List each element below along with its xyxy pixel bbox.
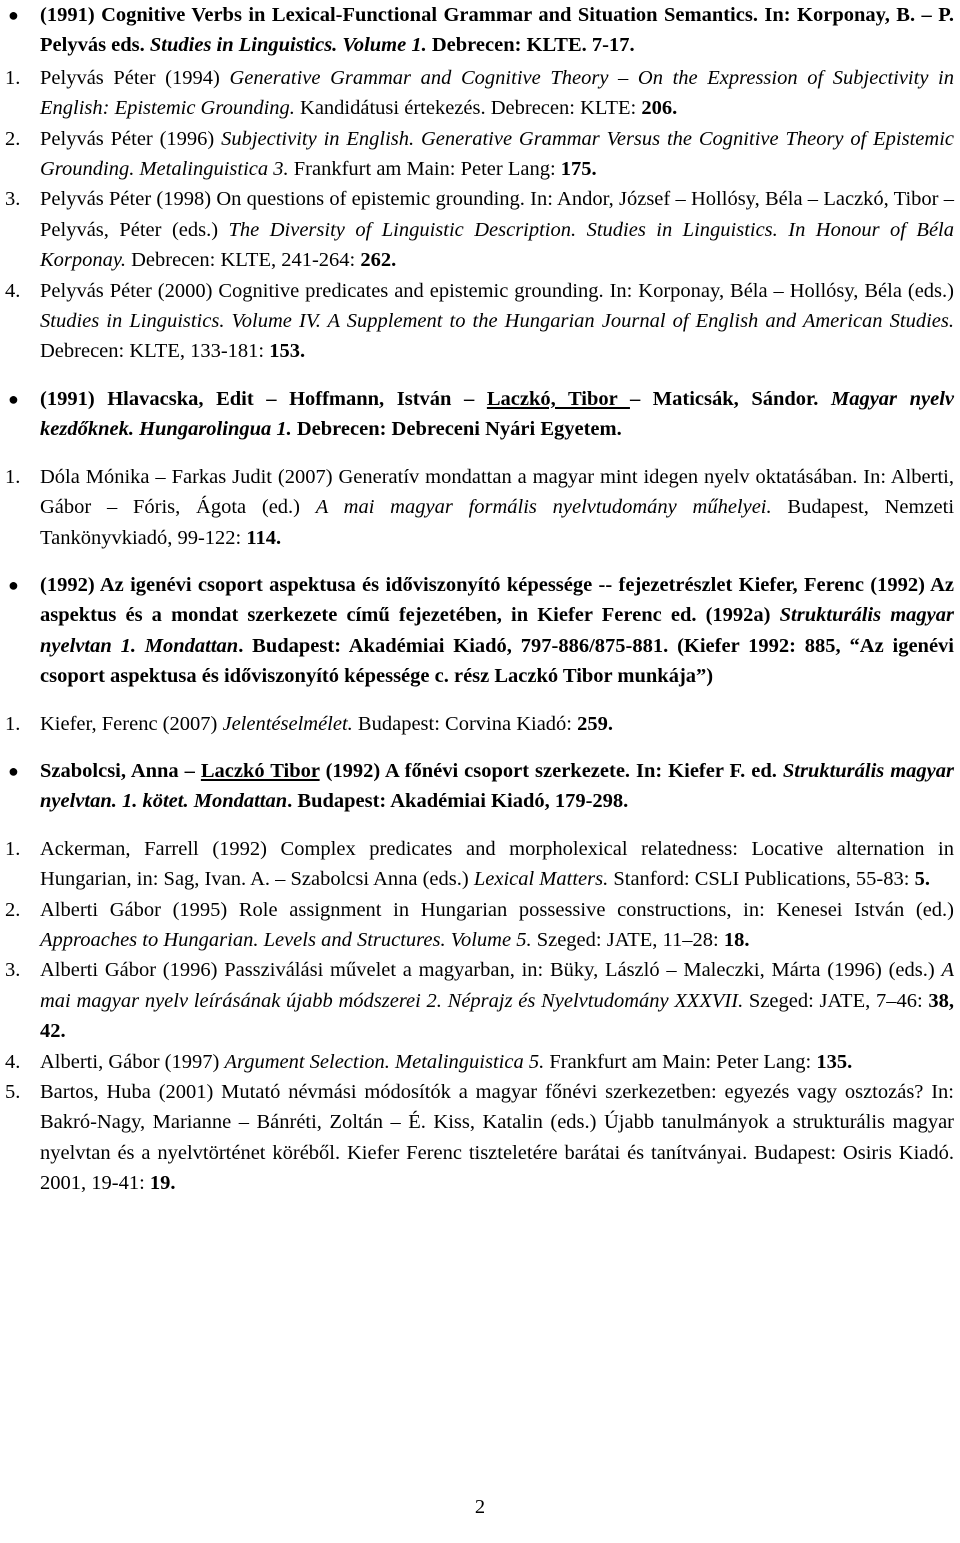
- heading-text: (1991) Cognitive Verbs in Lexical-Functional Grammar and Situation Semantics. In: Korponay, B. – P. Pelyvás eds.: [40, 4, 954, 57]
- citation-text: Budapest: Corvina Kiadó:: [352, 712, 578, 735]
- heading-text: Debrecen: KLTE. 7-17.: [426, 34, 635, 57]
- citation-text: Debrecen: KLTE, 133-181:: [40, 340, 270, 363]
- bullet-icon: ●: [8, 760, 19, 781]
- author-highlight: Laczkó, Tibor: [486, 387, 630, 410]
- citation-number: 3.: [5, 188, 21, 211]
- citation-list: [0, 834, 960, 1199]
- heading-text: (1992) A főnévi csoport szerkezete. In: Kiefer F. ed.: [319, 759, 783, 782]
- citation-title: The Diversity of Linguistic Description. Studies in Linguistics. In Honour of Béla Korponay.: [40, 218, 955, 272]
- citation-number: 4.: [5, 279, 21, 302]
- publication-entry: [0, 384, 960, 553]
- page-number: 2: [474, 1496, 486, 1518]
- heading-text: Debrecen: Debreceni Nyári Egyetem.: [291, 418, 622, 441]
- heading-text-italic: Studies in Linguistics. Volume 1.: [149, 34, 427, 57]
- citation-page: 135.: [816, 1050, 853, 1073]
- citation-text: Frankfurt am Main: Peter Lang:: [288, 158, 561, 181]
- citation-item: [0, 834, 960, 895]
- citation-text: Szeged: JATE, 11–28:: [531, 928, 724, 951]
- citation-item: [0, 124, 960, 185]
- citation-text: Alberti, Gábor (1997): [40, 1050, 225, 1073]
- citation-item: [0, 709, 960, 739]
- bullet-icon: ●: [8, 5, 19, 25]
- heading-text-italic: Strukturális magyar nyelvtan 1. Mondattan: [40, 604, 954, 657]
- citation-text: Kiefer, Ferenc (2007): [40, 712, 223, 735]
- citation-text: Kandidátusi értekezés. Debrecen: KLTE:: [294, 97, 642, 120]
- citation-item: [0, 276, 960, 367]
- citation-text: Ackerman, Farrell (1992) Complex predicates and morpholexical relatedness: Locative alternation in Hungarian, in: Sag, Ivan. A. – Szabolcsi Anna (eds.): [40, 837, 954, 891]
- citation-page: 262.: [360, 249, 397, 272]
- citation-text: Pelyvás Péter (1994): [40, 66, 230, 89]
- bullet-icon: ●: [8, 388, 19, 409]
- publication-heading: [0, 756, 960, 817]
- citation-number: 1.: [5, 837, 21, 860]
- citation-number: 2.: [5, 898, 21, 921]
- heading-text-italic: Strukturális magyar nyelvtan. 1. kötet. Mondattan: [40, 759, 954, 813]
- citation-title: Jelentéselmélet.: [222, 712, 353, 735]
- citation-text: Pelyvás Péter (2000) Cognitive predicates and epistemic grounding. In: Korponay, Béla – Hollósy, Béla (eds.): [40, 279, 954, 302]
- citation-number: 1.: [5, 66, 21, 89]
- citation-item: [0, 63, 960, 124]
- citation-page: 38, 42.: [40, 989, 954, 1043]
- citation-number: 4.: [5, 1050, 21, 1073]
- citation-text: Szeged: JATE, 7–46:: [743, 989, 929, 1012]
- citation-title: Generative Grammar and Cognitive Theory – On the Expression of Subjectivity in English: Epistemic Grounding.: [40, 66, 954, 120]
- citation-number: 1.: [5, 465, 21, 488]
- publication-entry: [0, 756, 960, 1199]
- citation-number: 1.: [5, 712, 21, 735]
- publication-heading: [0, 0, 960, 61]
- heading-text: (1991) Hlavacska, Edit – Hoffmann, István –: [40, 387, 487, 410]
- citation-text: Bartos, Huba (2001) Mutató névmási módosítók a magyar főnévi szerkezetben: egyezés vagy osztozás? In: Bakró-Nagy, Marianne – Bánréti, Zoltán – É. Kiss, Katalin (eds.) Újabb tanulmányok a strukturális magyar nyelvtan és a nyelvtörténet köréből. Kiefer Ferenc tiszteletére barátai és tanítványai. Budapest: Osiris Kiadó. 2001, 19-41:: [40, 1081, 954, 1195]
- citation-page: 153.: [269, 340, 306, 363]
- citation-number: 5.: [5, 1081, 21, 1103]
- citation-page: 114.: [246, 526, 282, 549]
- citation-title: Approaches to Hungarian. Levels and Structures. Volume 5.: [40, 928, 532, 951]
- citation-title: Argument Selection. Metalinguistica 5.: [224, 1050, 545, 1073]
- citation-title: A mai magyar formális nyelvtudomány műhelyei.: [315, 496, 772, 519]
- citation-page: 206.: [641, 97, 678, 120]
- citation-page: 19.: [149, 1172, 176, 1195]
- citation-page: 175.: [560, 158, 597, 181]
- citation-text: Pelyvás Péter (1998) On questions of epistemic grounding. In: Andor, József – Hollósy, Béla – Laczkó, Tibor – Pelyvás, Péter (eds.): [40, 188, 954, 241]
- citation-text: Frankfurt am Main: Peter Lang:: [544, 1050, 817, 1073]
- citation-item: [0, 895, 960, 956]
- citation-title: Subjectivity in English. Generative Grammar Versus the Cognitive Theory of Epistemic Grounding. Metalinguistica 3.: [40, 127, 954, 181]
- citation-number: 3.: [5, 959, 21, 982]
- citation-item: [0, 1077, 960, 1199]
- publication-entry: [0, 570, 960, 739]
- citation-text: Dóla Mónika – Farkas Judit (2007) Generatív mondattan a magyar mint idegen nyelv oktatásában. In: Alberti, Gábor – Fóris, Ágota (ed.): [40, 465, 954, 519]
- citation-list: [0, 63, 960, 367]
- bullet-icon: ●: [8, 574, 19, 595]
- heading-text-italic: Magyar nyelv kezdőknek. Hungarolingua 1.: [40, 387, 955, 441]
- citation-text: Pelyvás Péter (1996): [40, 127, 222, 150]
- heading-text: Szabolcsi, Anna –: [40, 759, 201, 782]
- publication-entry: [0, 0, 960, 367]
- citation-list: [0, 462, 960, 553]
- heading-text: (1992) Az igenévi csoport aspektusa és időviszonyító képessége -- fejezetrészlet Kiefer, Ferenc (1992) Az aspektus és a mondat szerkezete című fejezetében, in Kiefer Ferenc ed. (1992a): [40, 573, 954, 627]
- publication-heading: [0, 384, 960, 445]
- citation-item: [0, 184, 960, 275]
- citation-page: 259.: [577, 712, 614, 735]
- citation-title: Studies in Linguistics. Volume IV. A Supplement to the Hungarian Journal of English and American Studies.: [40, 310, 954, 333]
- citation-text: Alberti Gábor (1996) Passziválási művelet a magyarban, in: Büky, László – Maleczki, Márta (1996) (eds.): [40, 959, 942, 982]
- heading-text: . Budapest: Akadémiai Kiadó, 797-886/875-881. (Kiefer 1992: 885, “Az igenévi csoport aspektusa és időviszonyító képessége c. rész Laczkó Tibor munkája”): [40, 634, 954, 688]
- heading-text: – Maticsák, Sándor.: [629, 387, 831, 410]
- citation-list: [0, 709, 960, 739]
- citation-page: 5.: [914, 868, 930, 891]
- citation-text: Stanford: CSLI Publications, 55-83:: [608, 868, 915, 891]
- citation-title: Lexical Matters.: [473, 868, 609, 891]
- citation-number: 2.: [5, 127, 21, 150]
- citation-page: 18.: [723, 928, 750, 951]
- heading-text: . Budapest: Akadémiai Kiadó, 179-298.: [287, 790, 629, 813]
- citation-text: Budapest, Nemzeti Tankönyvkiadó, 99-122:: [40, 496, 955, 549]
- citation-text: Alberti Gábor (1995) Role assignment in Hungarian possessive constructions, in: Kenesei István (ed.): [40, 898, 954, 921]
- citation-item: [0, 955, 960, 1046]
- citation-item: [0, 1047, 960, 1077]
- publication-heading: [0, 570, 960, 692]
- author-highlight: Laczkó Tibor: [200, 759, 320, 782]
- citation-title: A mai magyar nyelv leírásának újabb módszerei 2. Néprajz és Nyelvtudomány XXXVII.: [40, 959, 954, 1012]
- citation-item: [0, 462, 960, 553]
- citation-text: Debrecen: KLTE, 241-264:: [126, 249, 361, 272]
